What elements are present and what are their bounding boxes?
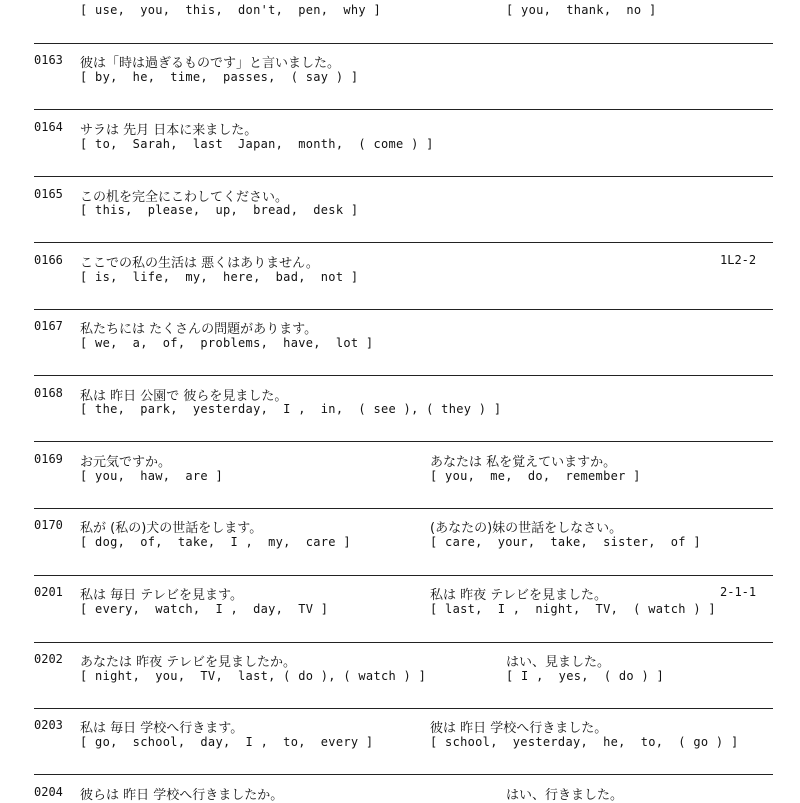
entry-0-right-words: [ you, thank, no ] bbox=[506, 3, 657, 17]
entry-9-left-words: [ every, watch, I , day, TV ] bbox=[80, 602, 329, 616]
entry-9-right-japanese: 私は 昨夜 テレビを見ました。 bbox=[430, 588, 608, 603]
entry-4-left-japanese: ここでの私の生活は 悪くはありません。 bbox=[80, 256, 319, 271]
entry-9-right-words: [ last, I , night, TV, ( watch ) ] bbox=[430, 602, 716, 616]
divider bbox=[34, 575, 773, 576]
entry-3-left-words: [ this, please, up, bread, desk ] bbox=[80, 203, 359, 217]
entry-8-right-words: [ care, your, take, sister, of ] bbox=[430, 535, 701, 549]
entry-4-code: 1L2-2 bbox=[720, 253, 757, 267]
entry-11-right-japanese: 彼は 昨日 学校へ行きました。 bbox=[430, 721, 608, 736]
entry-10-right-japanese: はい、見ました。 bbox=[506, 655, 611, 670]
entry-8-right-japanese: (あなたの)妹の世話をしなさい。 bbox=[430, 521, 623, 536]
entry-number: 0163 bbox=[34, 53, 63, 67]
entry-4-left-words: [ is, life, my, here, bad, not ] bbox=[80, 270, 359, 284]
entry-10-left-words: [ night, you, TV, last, ( do ), ( watch ) ] bbox=[80, 669, 427, 683]
entry-2-left-words: [ to, Sarah, last Japan, month, ( come ) ] bbox=[80, 137, 434, 151]
entry-number: 0168 bbox=[34, 386, 63, 400]
entry-8-left-words: [ dog, of, take, I , my, care ] bbox=[80, 535, 351, 549]
entry-12-left-japanese: 彼らは 昨日 学校へ行きましたか。 bbox=[80, 788, 284, 803]
entry-number: 0201 bbox=[34, 585, 63, 599]
divider bbox=[34, 708, 773, 709]
entry-number: 0165 bbox=[34, 187, 63, 201]
entry-number: 0203 bbox=[34, 718, 63, 732]
entry-9-code: 2-1-1 bbox=[720, 585, 757, 599]
entry-7-left-japanese: お元気ですか。 bbox=[80, 455, 172, 470]
divider bbox=[34, 109, 773, 110]
entry-5-left-words: [ we, a, of, problems, have, lot ] bbox=[80, 336, 374, 350]
entry-7-left-words: [ you, haw, are ] bbox=[80, 469, 223, 483]
entry-3-left-japanese: この机を完全にこわしてください。 bbox=[80, 190, 289, 205]
entry-0-left-words: [ use, you, this, don't, pen, why ] bbox=[80, 3, 381, 17]
divider bbox=[34, 309, 773, 310]
entry-1-left-japanese: 彼は「時は過ぎるものです」と言いました。 bbox=[80, 56, 341, 71]
entry-7-right-japanese: あなたは 私を覚えていますか。 bbox=[430, 455, 617, 470]
entry-10-right-words: [ I , yes, ( do ) ] bbox=[506, 669, 665, 683]
divider bbox=[34, 375, 773, 376]
entry-2-left-japanese: サラは 先月 日本に来ました。 bbox=[80, 123, 258, 138]
entry-11-right-words: [ school, yesterday, he, to, ( go ) ] bbox=[430, 735, 739, 749]
entry-6-left-words: [ the, park, yesterday, I , in, ( see ), ( they ) ] bbox=[80, 402, 502, 416]
entry-10-left-japanese: あなたは 昨夜 テレビを見ましたか。 bbox=[80, 655, 297, 670]
divider bbox=[34, 176, 773, 177]
divider bbox=[34, 774, 773, 775]
entry-number: 0166 bbox=[34, 253, 63, 267]
entry-number: 0204 bbox=[34, 785, 63, 799]
divider bbox=[34, 508, 773, 509]
divider bbox=[34, 242, 773, 243]
entry-number: 0164 bbox=[34, 120, 63, 134]
divider bbox=[34, 441, 773, 442]
entry-9-left-japanese: 私は 毎日 テレビを見ます。 bbox=[80, 588, 243, 603]
entry-11-left-japanese: 私は 毎日 学校へ行きます。 bbox=[80, 721, 244, 736]
entry-number: 0169 bbox=[34, 452, 63, 466]
divider bbox=[34, 642, 773, 643]
entry-number: 0202 bbox=[34, 652, 63, 666]
entry-11-left-words: [ go, school, day, I , to, every ] bbox=[80, 735, 374, 749]
entry-number: 0167 bbox=[34, 319, 63, 333]
entry-12-right-japanese: はい、行きました。 bbox=[506, 788, 624, 803]
entry-number: 0170 bbox=[34, 518, 63, 532]
entry-8-left-japanese: 私が (私の)犬の世話をします。 bbox=[80, 521, 263, 536]
entry-7-right-words: [ you, me, do, remember ] bbox=[430, 469, 641, 483]
entry-6-left-japanese: 私は 昨日 公園で 彼らを見ました。 bbox=[80, 389, 288, 404]
divider bbox=[34, 43, 773, 44]
entry-1-left-words: [ by, he, time, passes, ( say ) ] bbox=[80, 70, 359, 84]
entry-5-left-japanese: 私たちには たくさんの問題があります。 bbox=[80, 322, 318, 337]
